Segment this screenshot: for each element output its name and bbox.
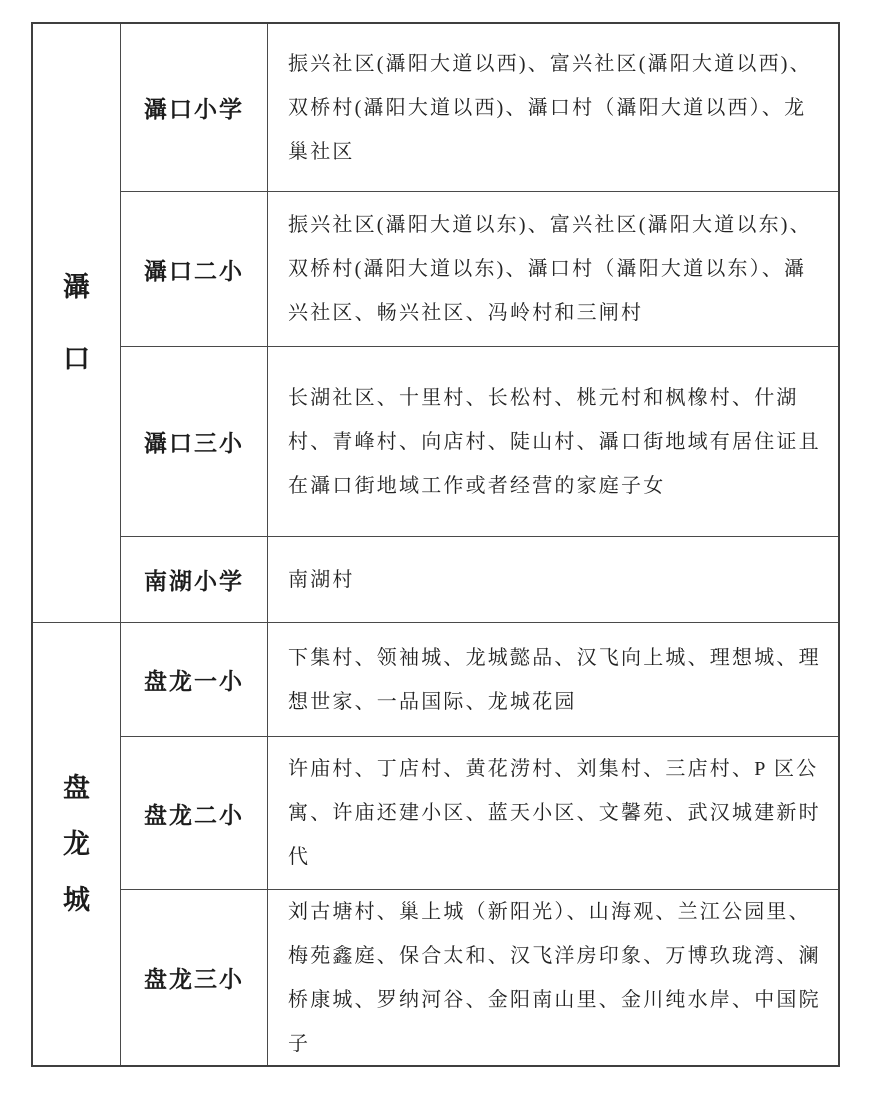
area-text: 刘古塘村、巢上城（新阳光）、山海观、兰江公园里、梅苑鑫庭、保合太和、汉飞洋房印象、万博玖珑湾、澜桥康城、罗纳河谷、金阳南山里、金川纯水岸、中国院子 (288, 900, 821, 1055)
area-text: 许庙村、丁店村、黄花涝村、刘集村、三店村、P 区公寓、许庙还建小区、蓝天小区、文馨苑、武汉城建新时代 (288, 758, 821, 868)
area-list (268, 737, 838, 890)
school-name: 盘龙二小 (121, 737, 268, 890)
school-name: 盘龙三小 (121, 890, 268, 1065)
area-text: 振兴社区(灄阳大道以东)、富兴社区(灄阳大道以东)、双桥村(灄阳大道以东)、灄口村（灄阳大道以东）、灄兴社区、畅兴社区、冯岭村和三闸村 (288, 214, 812, 324)
area-list (268, 623, 838, 737)
school-name: 盘龙一小 (121, 623, 268, 737)
area-text: 振兴社区(灄阳大道以西)、富兴社区(灄阳大道以西)、双桥村(灄阳大道以西)、灄口村（灄阳大道以西）、龙巢社区 (288, 52, 812, 163)
district-char: 口 (63, 344, 90, 374)
school-name: 灄口二小 (121, 192, 268, 347)
area-text: 南湖村 (288, 568, 355, 591)
school-name: 灄口小学 (121, 24, 268, 192)
district-char: 城 (63, 885, 90, 915)
district-cell-panlongcheng (33, 623, 121, 1065)
area-text: 长湖社区、十里村、长松村、桃元村和枫橡村、什湖村、青峰村、向店村、陡山村、灄口街地域有居住证且在灄口街地域工作或者经营的家庭子女 (288, 386, 821, 497)
district-char: 灄 (63, 272, 90, 302)
area-list (268, 192, 838, 347)
area-text: 下集村、领袖城、龙城懿品、汉飞向上城、理想城、理想世家、一品国际、龙城花园 (288, 646, 821, 713)
district-cell-shekou (33, 24, 121, 623)
district-char: 盘 (63, 773, 90, 803)
school-name: 灄口三小 (121, 347, 268, 537)
area-list (268, 890, 838, 1065)
area-list (268, 347, 838, 537)
area-list (268, 537, 838, 623)
school-name: 南湖小学 (121, 537, 268, 623)
school-district-table (31, 22, 840, 1067)
area-list (268, 24, 838, 192)
district-char: 龙 (63, 829, 90, 859)
